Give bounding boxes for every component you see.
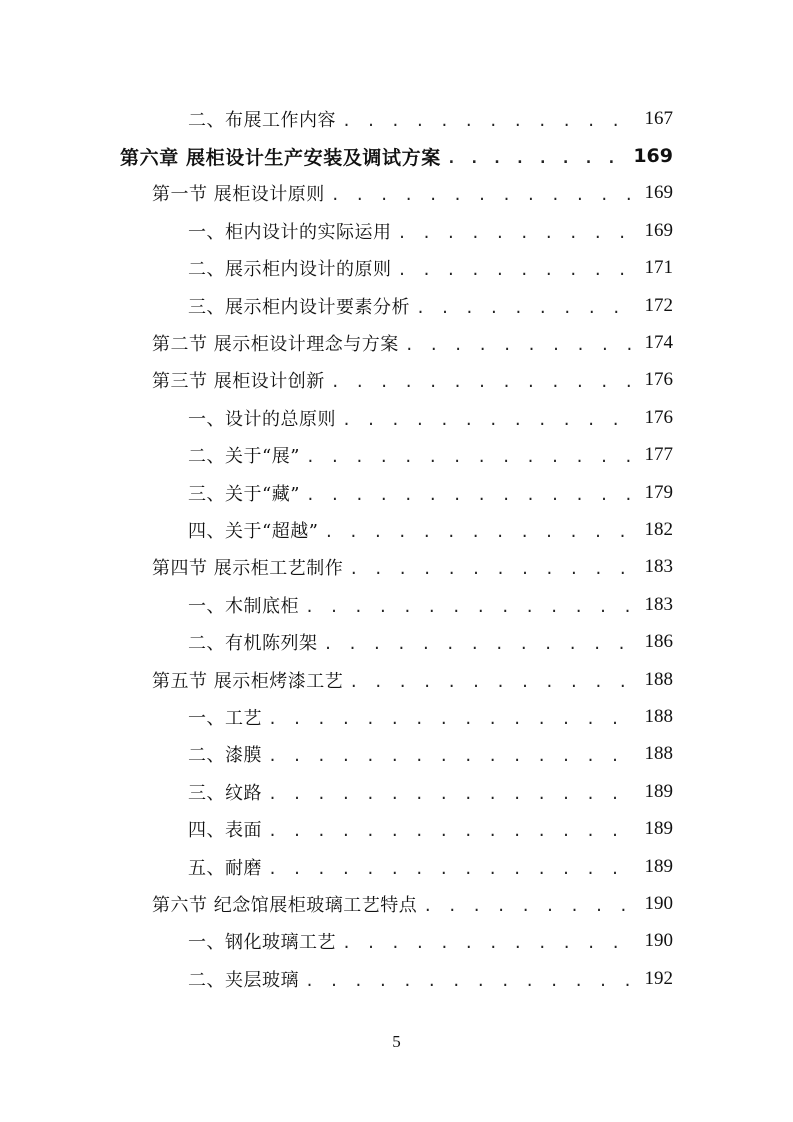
toc-entry-title: 三、展示柜内设计要素分析 <box>188 296 410 318</box>
toc-entry-title: 四、关于“超越” <box>188 520 319 542</box>
toc-entry-page: 171 <box>644 257 673 279</box>
toc-entry-page: 186 <box>644 631 673 653</box>
toc-entry[interactable] <box>0 698 793 735</box>
toc-leader-dots <box>349 673 636 691</box>
toc-entry[interactable] <box>0 212 793 249</box>
toc-leader-dots <box>324 635 637 653</box>
toc-entry-page: 188 <box>644 668 673 690</box>
toc-section-entry[interactable] <box>0 549 793 586</box>
toc-entry-page: 188 <box>644 705 673 727</box>
toc-leader-dots <box>268 822 637 840</box>
toc-entry[interactable] <box>0 100 793 137</box>
toc-entry-title: 三、关于“藏” <box>188 483 300 505</box>
toc-entry[interactable] <box>0 960 793 997</box>
toc-entry-page: 189 <box>644 855 673 877</box>
toc-entry-page: 176 <box>644 406 673 428</box>
toc-leader-dots <box>342 112 637 130</box>
toc-leader-dots <box>306 448 637 466</box>
toc-leader-dots <box>423 897 636 915</box>
toc-entry-page: 188 <box>644 743 673 765</box>
toc-leader-dots <box>342 934 637 952</box>
toc-entry-page: 190 <box>644 892 673 914</box>
toc-entry-page: 172 <box>644 294 673 316</box>
toc-entry-page: 177 <box>644 444 673 466</box>
toc-entry-page: 167 <box>644 107 673 129</box>
toc-leader-dots <box>305 972 637 990</box>
toc-entry[interactable] <box>0 511 793 548</box>
toc-leader-dots <box>268 785 637 803</box>
table-of-contents <box>0 100 793 997</box>
toc-leader-dots <box>268 860 637 878</box>
toc-entry-page: 174 <box>644 332 673 354</box>
toc-entry-title: 二、漆膜 <box>188 745 262 767</box>
toc-section-entry[interactable] <box>0 362 793 399</box>
toc-entry-title: 一、设计的总原则 <box>188 408 336 430</box>
toc-section-entry[interactable] <box>0 661 793 698</box>
toc-entry-title: 第二节 展示柜设计理念与方案 <box>152 334 399 356</box>
toc-entry-title: 二、关于“展” <box>188 446 300 468</box>
toc-entry-page: 176 <box>644 369 673 391</box>
toc-entry[interactable] <box>0 623 793 660</box>
toc-leader-dots <box>331 373 637 391</box>
toc-section-entry[interactable] <box>0 324 793 361</box>
toc-entry-title: 二、布展工作内容 <box>188 109 336 131</box>
toc-entry-title: 二、夹层玻璃 <box>188 969 299 991</box>
toc-entry-title: 二、有机陈列架 <box>188 633 318 655</box>
toc-entry[interactable] <box>0 437 793 474</box>
toc-entry-title: 五、耐磨 <box>188 857 262 879</box>
toc-entry[interactable] <box>0 773 793 810</box>
toc-leader-dots <box>306 486 637 504</box>
toc-leader-dots <box>342 411 637 429</box>
toc-entry-page: 169 <box>633 145 673 168</box>
toc-entry-title: 二、展示柜内设计的原则 <box>188 259 392 281</box>
toc-entry-title: 一、钢化玻璃工艺 <box>188 932 336 954</box>
toc-entry-title: 四、表面 <box>188 820 262 842</box>
toc-entry-title: 一、柜内设计的实际运用 <box>188 221 392 243</box>
toc-entry-title: 第六章 展柜设计生产安装及调试方案 <box>120 146 441 169</box>
toc-leader-dots <box>416 299 637 317</box>
toc-entry-page: 183 <box>644 593 673 615</box>
toc-leader-dots <box>324 523 636 541</box>
toc-entry-page: 182 <box>644 518 673 540</box>
toc-entry-page: 169 <box>644 219 673 241</box>
toc-entry-title: 第五节 展示柜烤漆工艺 <box>152 670 344 692</box>
toc-leader-dots <box>398 224 637 242</box>
toc-entry-title: 第六节 纪念馆展柜玻璃工艺特点 <box>152 894 418 916</box>
toc-entry-page: 189 <box>644 818 673 840</box>
page-number: 5 <box>392 1032 401 1051</box>
toc-leader-dots <box>268 710 637 728</box>
toc-entry-title: 第三节 展柜设计创新 <box>152 371 325 393</box>
toc-section-entry[interactable] <box>0 885 793 922</box>
toc-entry[interactable] <box>0 810 793 847</box>
toc-entry[interactable] <box>0 287 793 324</box>
toc-entry[interactable] <box>0 923 793 960</box>
toc-entry-page: 192 <box>644 967 673 989</box>
toc-entry[interactable] <box>0 399 793 436</box>
toc-entry-title: 三、纹路 <box>188 782 262 804</box>
toc-section-entry[interactable] <box>0 175 793 212</box>
toc-leader-dots <box>331 186 637 204</box>
toc-entry[interactable] <box>0 848 793 885</box>
toc-entry[interactable] <box>0 474 793 511</box>
toc-leader-dots <box>349 560 636 578</box>
toc-entry-title: 第一节 展柜设计原则 <box>152 184 325 206</box>
toc-chapter-entry[interactable] <box>0 137 793 174</box>
toc-entry-title: 第四节 展示柜工艺制作 <box>152 558 344 580</box>
toc-entry-title: 一、工艺 <box>188 707 262 729</box>
toc-entry-page: 190 <box>644 930 673 952</box>
toc-leader-dots <box>398 261 637 279</box>
toc-entry-page: 189 <box>644 780 673 802</box>
toc-entry-title: 一、木制底柜 <box>188 595 299 617</box>
toc-entry[interactable] <box>0 250 793 287</box>
toc-leader-dots <box>447 149 626 167</box>
toc-leader-dots <box>305 598 637 616</box>
toc-entry[interactable] <box>0 586 793 623</box>
toc-leader-dots <box>405 336 637 354</box>
toc-entry-page: 169 <box>644 182 673 204</box>
toc-leader-dots <box>268 747 637 765</box>
toc-entry-page: 183 <box>644 556 673 578</box>
toc-entry-page: 179 <box>644 481 673 503</box>
toc-entry[interactable] <box>0 736 793 773</box>
